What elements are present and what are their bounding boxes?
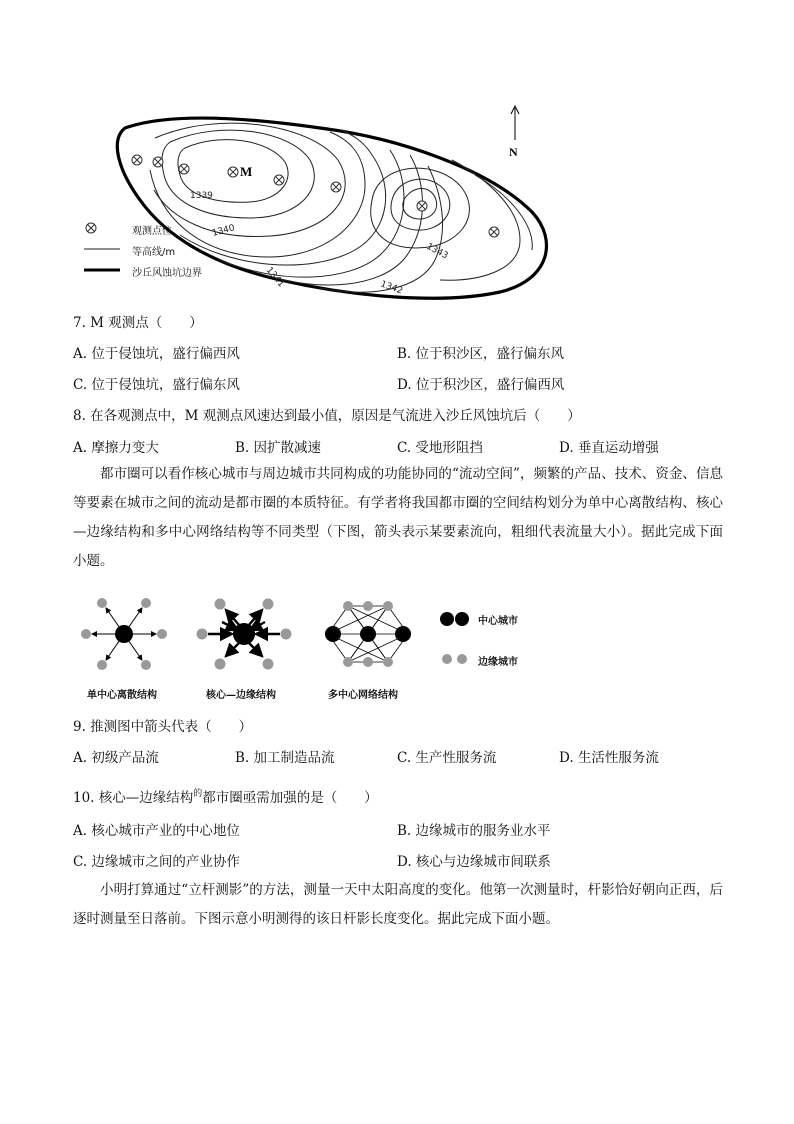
q10-option-a: A. 核心城市产业的中心地位 bbox=[73, 823, 240, 839]
observation-point-icon bbox=[86, 223, 96, 233]
q7-stem: 7. M 观测点（ ） bbox=[73, 315, 203, 331]
passage-shadow-text: 小明打算通过“立杆测影”的方法，测量一天中太阳高度的变化。他第一次测量时，杆影恰好朝向正西，后逐时测量至日落前。下图示意小明测得的该日杆影长度变化。据此完成下面小题。 bbox=[73, 882, 723, 927]
contour-label: 1343 bbox=[424, 241, 450, 262]
center-city-node bbox=[233, 623, 255, 645]
q7-option-c: C. 位于侵蚀坑，盛行偏东风 bbox=[73, 377, 240, 393]
observation-point-icon bbox=[417, 201, 427, 211]
observation-point-icon bbox=[331, 182, 341, 192]
observation-point-icon bbox=[179, 164, 189, 174]
legend-contour: 等高线/m bbox=[132, 247, 176, 258]
passage-shadow bbox=[73, 876, 723, 934]
q8-option-d: D. 垂直运动增强 bbox=[559, 440, 659, 456]
observation-point-icon bbox=[274, 175, 284, 185]
legend-boundary: 沙丘风蚀坑边界 bbox=[132, 268, 202, 279]
q9-option-a: A. 初级产品流 bbox=[73, 750, 159, 766]
observation-point-icon bbox=[228, 167, 238, 177]
legend-observation: 观测点位 bbox=[132, 226, 172, 237]
center-city-node bbox=[115, 625, 133, 643]
passage-metropolitan-text: 都市圈可以看作核心城市与周边城市共同构成的功能协同的“流动空间”，频繁的产品、技术、资金、信息等要素在城市之间的流动是都市圈的本质特征。有学者将我国都市圈的空间结构划分为单中心离散结构、核心—边缘结构和多中心网络结构等不同类型（下图，箭头表示某要素流向，粗细代表流量大小）。据此完成下面小题。 bbox=[73, 466, 723, 569]
contour-label: 1340 bbox=[211, 223, 236, 239]
q8-option-b: B. 因扩散减速 bbox=[235, 440, 322, 456]
q9-option-b: B. 加工制造品流 bbox=[235, 750, 335, 766]
core-periphery-structure bbox=[197, 599, 292, 670]
q8-stem: 8. 在各观测点中，M 观测点风速达到最小值，原因是气流进入沙丘风蚀坑后（ ） bbox=[73, 408, 581, 424]
diagram-legend bbox=[440, 612, 469, 664]
m-point-label: M bbox=[240, 164, 253, 179]
q10-stem bbox=[73, 786, 378, 806]
center-city-node bbox=[325, 626, 341, 642]
contour-label: 1341 bbox=[263, 265, 287, 290]
caption-single-center: 单中心离散结构 bbox=[87, 690, 157, 701]
multi-center-structure bbox=[325, 601, 411, 667]
q7-option-b: B. 位于积沙区，盛行偏东风 bbox=[397, 346, 565, 362]
q10-stem-a: 10. 核心—边缘结构 bbox=[73, 790, 194, 806]
center-city-node bbox=[395, 626, 411, 642]
q10-stem-sup: 的 bbox=[193, 789, 203, 799]
contour-label: 1339 bbox=[190, 191, 213, 201]
q10-option-c: C. 边缘城市之间的产业协作 bbox=[73, 854, 240, 870]
map-legend bbox=[84, 223, 120, 270]
observation-point-icon bbox=[153, 157, 163, 167]
contour-label: 1342 bbox=[378, 279, 404, 297]
north-label: N bbox=[509, 145, 518, 159]
passage-metropolitan bbox=[73, 460, 723, 576]
q10-option-d: D. 核心与边缘城市间联系 bbox=[397, 854, 551, 870]
observation-point-icon bbox=[132, 155, 142, 165]
metropolitan-structure-diagram bbox=[80, 594, 540, 678]
center-city-node bbox=[360, 626, 376, 642]
legend-edge-city: 边缘城市 bbox=[478, 657, 518, 668]
caption-multi-center: 多中心网络结构 bbox=[328, 690, 398, 701]
q7-option-d: D. 位于积沙区，盛行偏西风 bbox=[397, 377, 565, 393]
q9-stem: 9. 推测图中箭头代表（ ） bbox=[73, 719, 253, 735]
north-arrow-icon bbox=[511, 106, 519, 140]
observation-point-icon bbox=[489, 227, 499, 237]
q8-option-c: C. 受地形阻挡 bbox=[397, 440, 483, 456]
caption-core-periphery: 核心—边缘结构 bbox=[206, 690, 276, 701]
q7-option-a: A. 位于侵蚀坑，盛行偏西风 bbox=[73, 346, 240, 362]
legend-center-city: 中心城市 bbox=[478, 616, 518, 627]
q8-option-a: A. 摩擦力变大 bbox=[73, 440, 159, 456]
single-center-structure bbox=[81, 598, 167, 670]
q9-option-c: C. 生产性服务流 bbox=[397, 750, 497, 766]
q10-stem-b: 都市圈亟需加强的是（ ） bbox=[202, 790, 378, 806]
q10-option-b: B. 边缘城市的服务业水平 bbox=[397, 823, 551, 839]
q9-option-d: D. 生活性服务流 bbox=[559, 750, 659, 766]
contour-lines bbox=[150, 123, 532, 292]
